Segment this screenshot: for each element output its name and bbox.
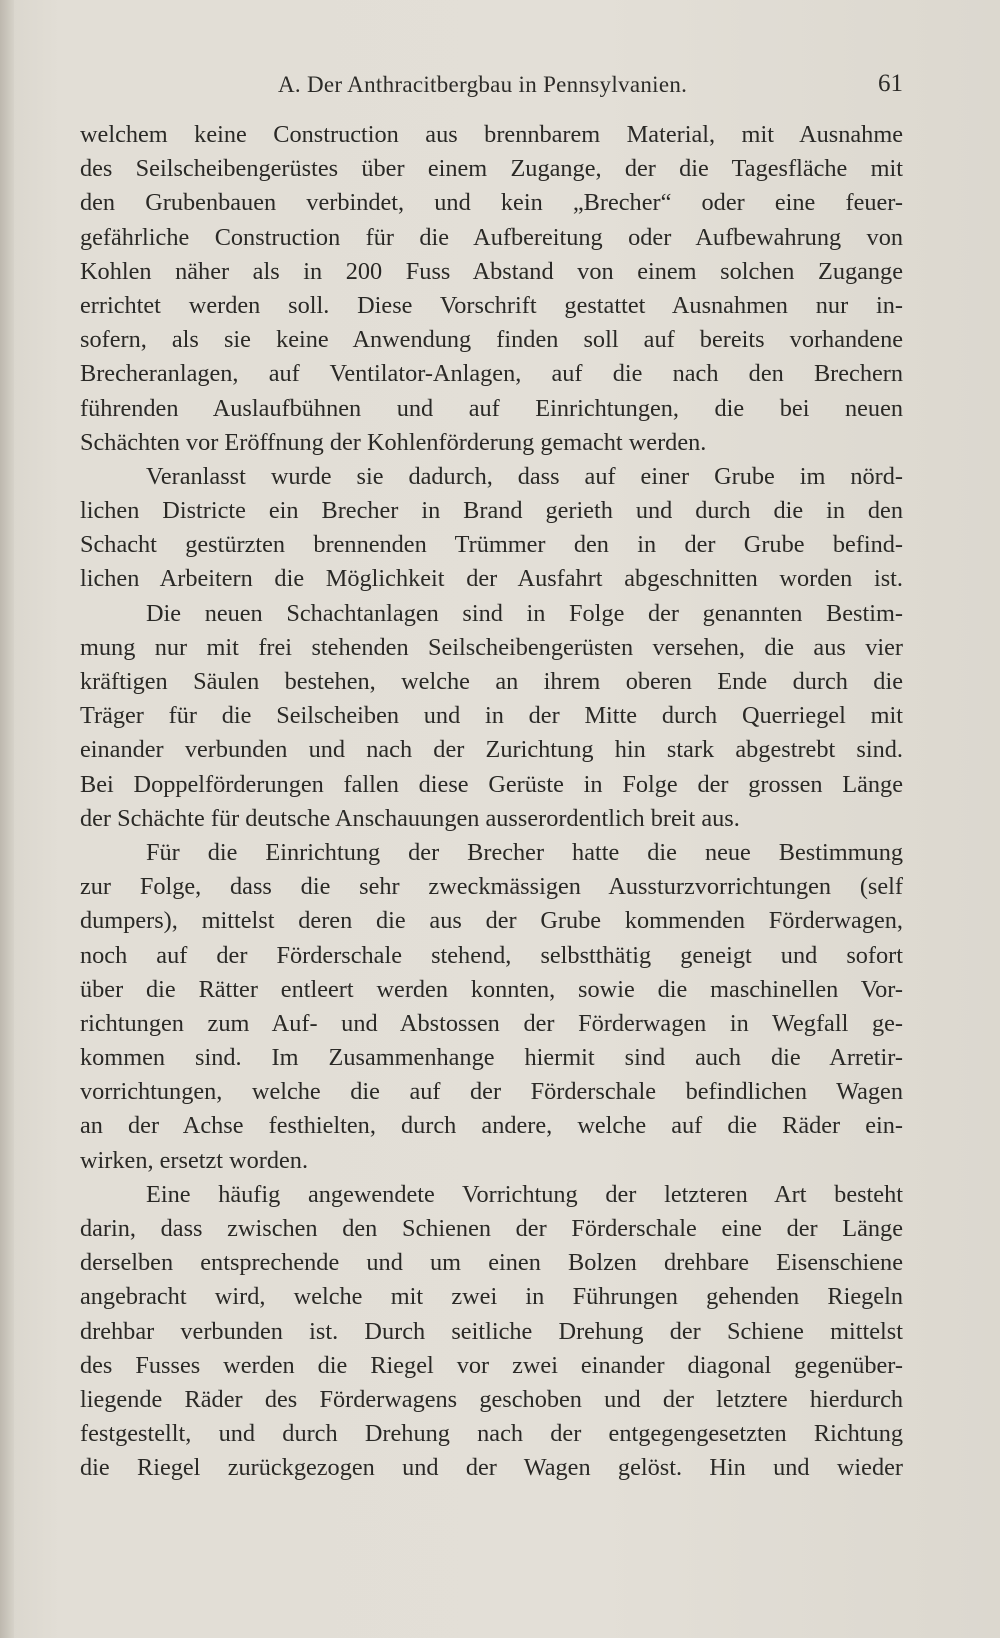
text-line: richtungen zum Auf- und Abstossen der Förderwagen in Wegfall ge- [80, 1009, 903, 1037]
page-number: 61 [878, 70, 903, 97]
text-line: Träger für die Seilscheiben und in der Mitte durch Querriegel mit [80, 702, 903, 730]
text-line: drehbar verbunden ist. Durch seitliche Drehung der Schiene mittelst [80, 1317, 903, 1345]
text-line: derselben entsprechende und um einen Bolzen drehbare Eisenschiene [80, 1249, 903, 1277]
text-line: liegende Räder des Förderwagens geschoben und der letztere hierdurch [80, 1385, 903, 1413]
text-line: zur Folge, dass die sehr zweckmässigen Aussturzvorrichtungen (self [80, 873, 903, 901]
text-line: dumpers), mittelst deren die aus der Grube kommenden Förderwagen, [80, 907, 903, 935]
text-line: welchem keine Construction aus brennbarem Material, mit Ausnahme [80, 121, 903, 148]
text-line: der Schächte für deutsche Anschauungen ausserordentlich breit aus. [80, 804, 740, 832]
text-line: vorrichtungen, welche die auf der Förderschale befindlichen Wagen [80, 1078, 903, 1106]
text-line: an der Achse festhielten, durch andere, welche auf die Räder ein- [80, 1112, 903, 1140]
text-line: Bei Doppelförderungen fallen diese Gerüste in Folge der grossen Länge [80, 770, 903, 798]
text-line: Schacht gestürzten brennenden Trümmer den in der Grube befind- [80, 531, 903, 559]
text-line: festgestellt, und durch Drehung nach der entgegengesetzten Richtung [80, 1420, 903, 1448]
text-line: mung nur mit frei stehenden Seilscheibengerüsten versehen, die aus vier [80, 633, 903, 661]
text-line: den Grubenbauen verbindet, und kein „Brecher“ oder eine feuer- [80, 189, 903, 217]
text-line: sofern, als sie keine Anwendung finden soll auf bereits vorhandene [80, 326, 903, 354]
text-line: Brecheranlagen, auf Ventilator-Anlagen, auf die nach den Brechern [80, 360, 903, 388]
text-line: wirken, ersetzt worden. [80, 1146, 309, 1174]
text-line: Kohlen näher als in 200 Fuss Abstand von einem solchen Zugange [80, 257, 903, 285]
text-line: einander verbunden und nach der Zurichtung hin stark abgestrebt sind. [80, 736, 903, 764]
text-line: angebracht wird, welche mit zwei in Führungen gehenden Riegeln [80, 1283, 903, 1311]
text-line: noch auf der Förderschale stehend, selbstthätig geneigt und sofort [80, 941, 903, 969]
running-head [80, 68, 903, 102]
text-line: über die Rätter entleert werden konnten, sowie die maschinellen Vor- [80, 975, 903, 1003]
text-line: lichen Arbeitern die Möglichkeit der Ausfahrt abgeschnitten worden ist. [80, 565, 903, 593]
text-line: darin, dass zwischen den Schienen der Förderschale eine der Länge [80, 1215, 903, 1242]
paragraph-first-line: Eine häufig angewendete Vorrichtung der letzteren Art besteht [146, 1180, 903, 1208]
text-line: kommen sind. Im Zusammenhange hiermit sind auch die Arretir- [80, 1044, 903, 1072]
paragraph-first-line: Für die Einrichtung der Brecher hatte die neue Bestimmung [146, 838, 903, 866]
text-line: führenden Auslaufbühnen und auf Einrichtungen, die bei neuen [80, 394, 903, 422]
text-line: die Riegel zurückgezogen und der Wagen gelöst. Hin und wieder [80, 1454, 903, 1482]
text-line: errichtet werden soll. Diese Vorschrift gestattet Ausnahmen nur in- [80, 291, 903, 319]
text-line: des Seilscheibengerüstes über einem Zugange, der die Tagesfläche mit [80, 155, 903, 183]
paragraph-first-line: Veranlasst wurde sie dadurch, dass auf einer Grube im nörd- [146, 462, 903, 490]
running-title: A. Der Anthracitbergbau in Pennsylvanien. [278, 72, 688, 97]
paragraph-first-line: Die neuen Schachtanlagen sind in Folge der genannten Bestim- [146, 599, 903, 627]
text-line: gefährliche Construction für die Aufbereitung oder Aufbewahrung von [80, 223, 903, 251]
text-line: kräftigen Säulen bestehen, welche an ihrem oberen Ende durch die [80, 668, 903, 695]
body-text [80, 118, 903, 1486]
text-line: Schächten vor Eröffnung der Kohlenförderung gemacht werden. [80, 428, 707, 456]
text-line: lichen Districte ein Brecher in Brand gerieth und durch die in den [80, 497, 903, 525]
text-line: des Fusses werden die Riegel vor zwei einander diagonal gegenüber- [80, 1351, 903, 1379]
page-binding-shadow [0, 0, 14, 1638]
